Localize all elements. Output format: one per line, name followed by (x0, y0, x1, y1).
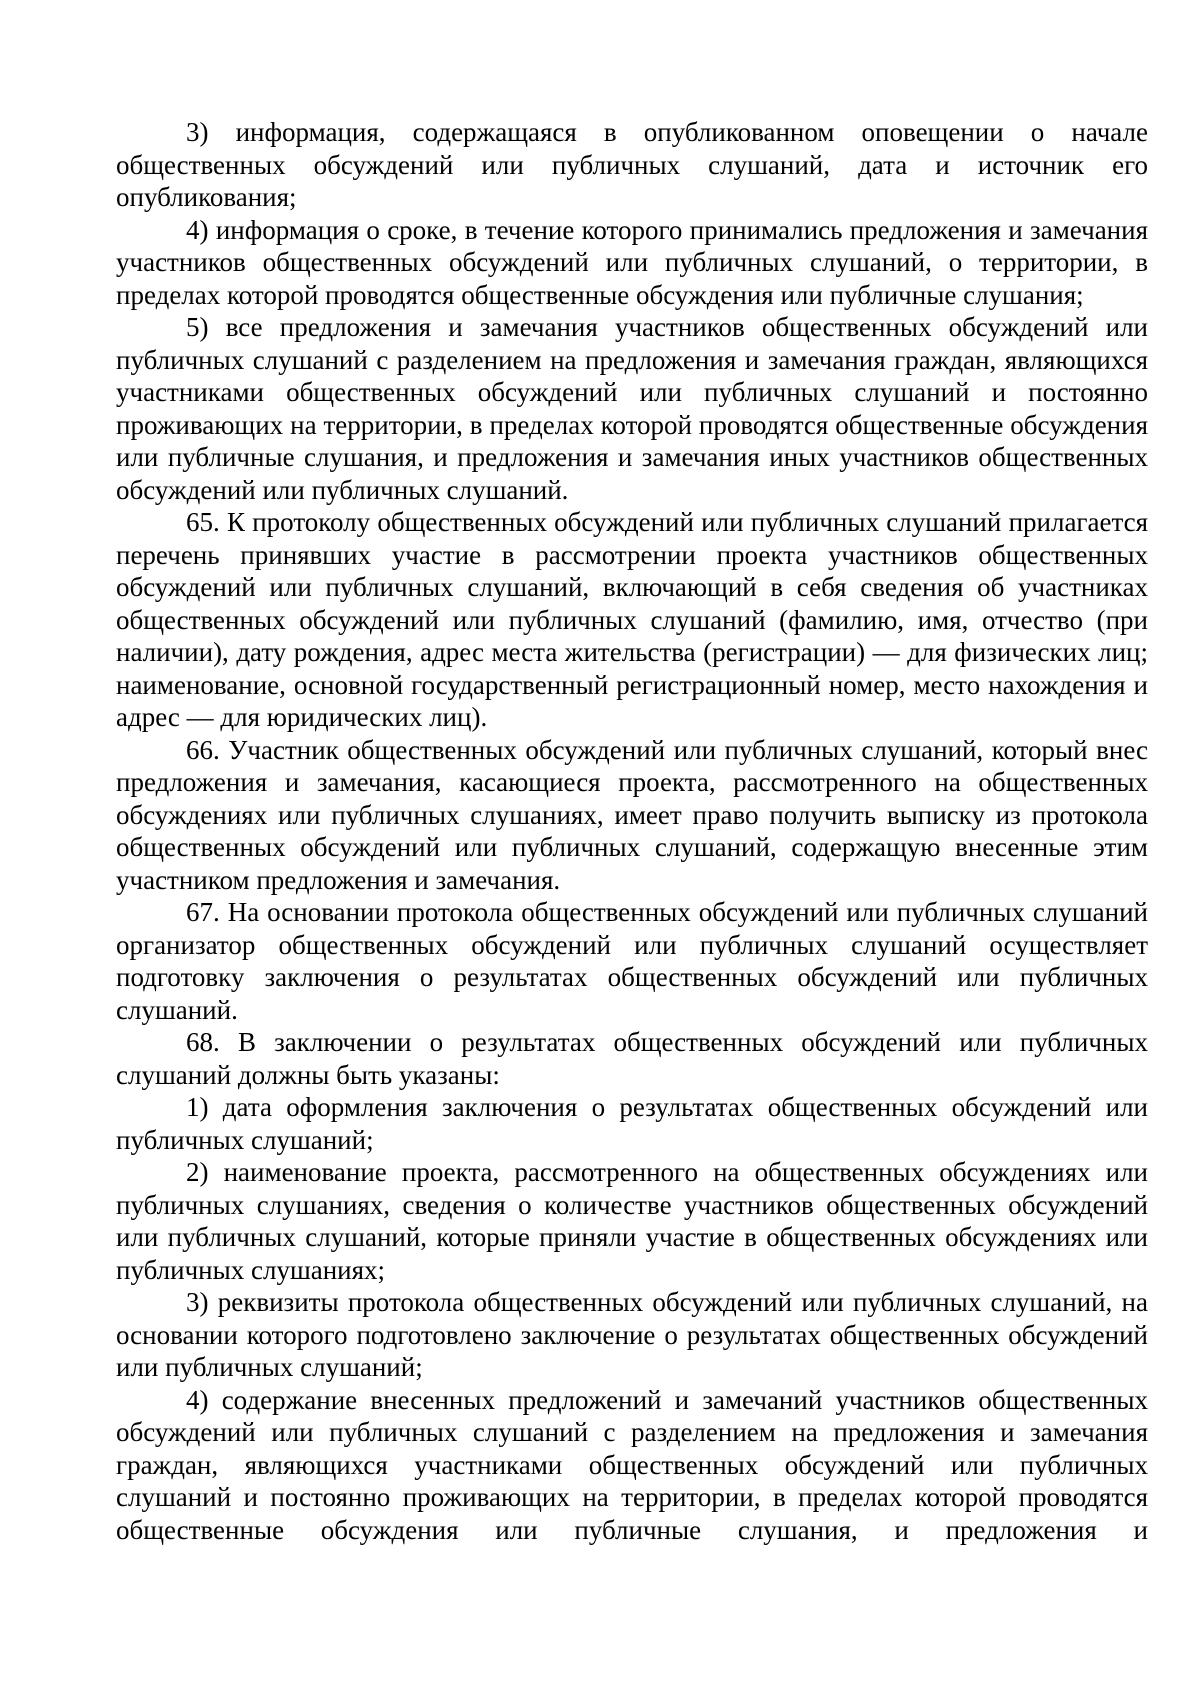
clause-67: 67. На основании протокола общественных обсуждений или публичных слушаний организатор общественных обсуждений или публичных слушаний осуществляет подготовку заключения о результатах общественных обсуждений или публичных слушаний. (116, 897, 1148, 1025)
clause-68-item-3: 3) реквизиты протокола общественных обсуждений или публичных слушаний, на основании которого подготовлено заключение о результатах общественных обсуждений или публичных слушаний; (116, 1287, 1148, 1382)
clause-68: 68. В заключении о результатах общественных обсуждений или публичных слушаний должны быть указаны: (116, 1027, 1148, 1090)
clause-66: 66. Участник общественных обсуждений или публичных слушаний, который внес предложения и замечания, касающиеся проекта, рассмотренного на общественных обсуждениях или публичных слушаниях, имеет право получить выписку из протокола общественных обсуждений или публичных слушаний, содержащую внесенные этим участником предложения и замечания. (116, 734, 1148, 895)
list-item-3-published-notice-info: 3) информация, содержащаяся в опубликованном оповещении о начале общественных обсуждений или публичных слушаний, дата и источник его опубликования; (116, 117, 1148, 212)
list-item-5-all-proposals: 5) все предложения и замечания участников общественных обсуждений или публичных слушаний с разделением на предложения и замечания граждан, являющихся участниками общественных обсуждений или публичных слушаний и постоянно проживающих на территории, в пределах которой проводятся общественные обсуждения или публичные слушания, и предложения и замечания иных участников общественных обсуждений или публичных слушаний. (116, 312, 1148, 505)
clause-68-item-2: 2) наименование проекта, рассмотренного на общественных обсуждениях или публичных слушаниях, сведения о количестве участников общественных обсуждений или публичных слушаний, которые приняли участие в общественных обсуждениях или публичных слушаниях; (116, 1157, 1148, 1285)
clause-68-item-4: 4) содержание внесенных предложений и замечаний участников общественных обсуждений или публичных слушаний с разделением на предложения и замечания граждан, являющихся участниками общественных обсуждений или публичных слушаний и постоянно проживающих на территории, в пределах которой проводятся общественные обсуждения или публичные слушания, и предложения и (116, 1384, 1148, 1545)
clause-65: 65. К протоколу общественных обсуждений или публичных слушаний прилагается перечень принявших участие в рассмотрении проекта участников общественных обсуждений или публичных слушаний, включающий в себя сведения об участниках общественных обсуждений или публичных слушаний (фамилию, имя, отчество (при наличии), дату рождения, адрес места жительства (регистрации) — для физических лиц; наименование, основной государственный регистрационный номер, место нахождения и адрес — для юридических лиц). (116, 507, 1148, 732)
document-body (116, 116, 1148, 1546)
clause-68-item-1: 1) дата оформления заключения о результатах общественных обсуждений или публичных слушаний; (116, 1092, 1148, 1155)
list-item-4-proposal-period-info: 4) информация о сроке, в течение которого принимались предложения и замечания участников общественных обсуждений или публичных слушаний, о территории, в пределах которой проводятся общественные обсуждения или публичные слушания; (116, 214, 1148, 310)
